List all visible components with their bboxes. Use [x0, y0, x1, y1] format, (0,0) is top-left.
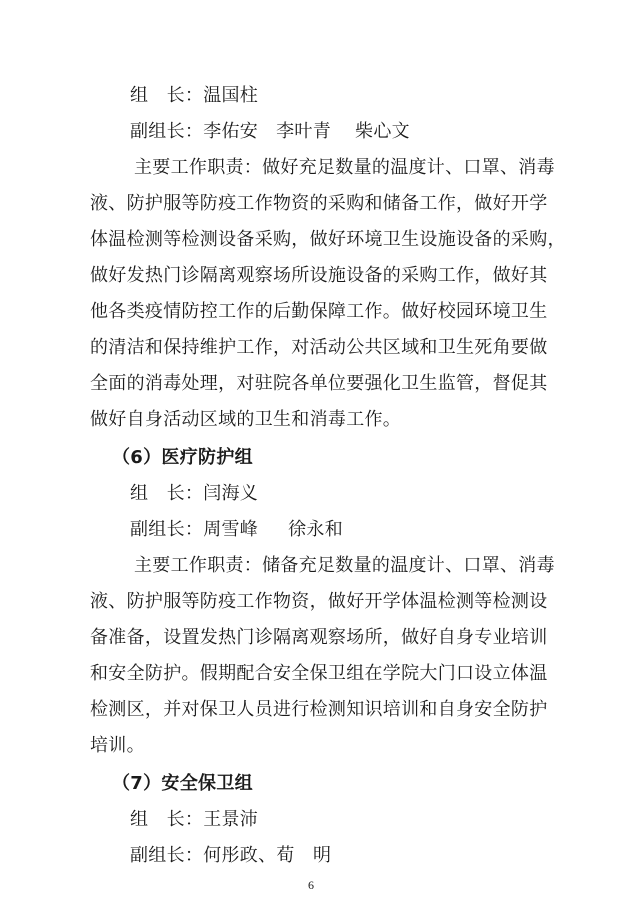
leader-name: 温国柱	[203, 85, 259, 106]
leader-label: 组 长：	[130, 483, 204, 504]
group7-deputy-line	[130, 842, 331, 870]
group5-duties-line: 全面的消毒处理，对驻院各单位要强化卫生监管，督促其	[90, 373, 548, 394]
leader-name: 王景沛	[203, 809, 259, 830]
deputy-name: 周雪峰	[203, 519, 259, 540]
leader-label: 组 长：	[130, 809, 204, 830]
group6-duties-line: 主要工作职责：储备充足数量的温度计、口罩、消毒	[134, 555, 555, 576]
group6-deputy-line	[130, 516, 343, 544]
deputy-name: 李佑安	[203, 121, 259, 142]
group5-deputy-line	[130, 118, 410, 146]
deputy-name: 柴心文	[355, 121, 410, 142]
group5-duties-line: 做好自身活动区域的卫生和消毒工作。	[90, 409, 402, 430]
group5-duties-line: 的清洁和保持维护工作，对活动公共区域和卫生死角要做	[90, 337, 548, 358]
group6-leader-line	[130, 480, 258, 508]
deputy-name: 何彤政、荀 明	[203, 845, 332, 866]
deputy-label: 副组长：	[130, 121, 204, 142]
deputy-label: 副组长：	[130, 519, 204, 540]
deputy-name: 李叶青	[276, 121, 332, 142]
group7-leader-line	[130, 806, 258, 834]
page-number: 6	[308, 878, 314, 892]
group5-duties-line: 液、防护服等防疫工作物资的采购和储备工作，做好开学	[90, 193, 548, 214]
leader-label: 组 长：	[130, 85, 204, 106]
group5-duties-line: 他各类疫情防控工作的后勤保障工作。做好校园环境卫生	[90, 301, 548, 322]
group6-duties-line: 液、防护服等防疫工作物资，做好开学体温检测等检测设	[90, 591, 548, 612]
group6-duties-line: 培训。	[90, 735, 145, 756]
group5-duties-line: 主要工作职责：做好充足数量的温度计、口罩、消毒	[134, 157, 555, 178]
group6-heading: （6）医疗防护组	[112, 447, 253, 468]
group6-duties-line: 备准备，设置发热门诊隔离观察场所，做好自身专业培训	[90, 627, 548, 648]
group5-duties-line: 体温检测等检测设备采购，做好环境卫生设施设备的采购，	[90, 229, 566, 250]
group6-duties-line: 和安全防护。假期配合安全保卫组在学院大门口设立体温	[90, 663, 548, 684]
deputy-name: 徐永和	[288, 519, 344, 540]
leader-name: 闫海义	[203, 483, 259, 504]
deputy-label: 副组长：	[130, 845, 204, 866]
group6-duties-line: 检测区，并对保卫人员进行检测知识培训和自身安全防护	[90, 699, 548, 720]
group7-heading: （7）安全保卫组	[112, 773, 253, 794]
group5-duties-line: 做好发热门诊隔离观察场所设施设备的采购工作，做好其	[90, 265, 548, 286]
group5-leader-line	[130, 82, 258, 110]
